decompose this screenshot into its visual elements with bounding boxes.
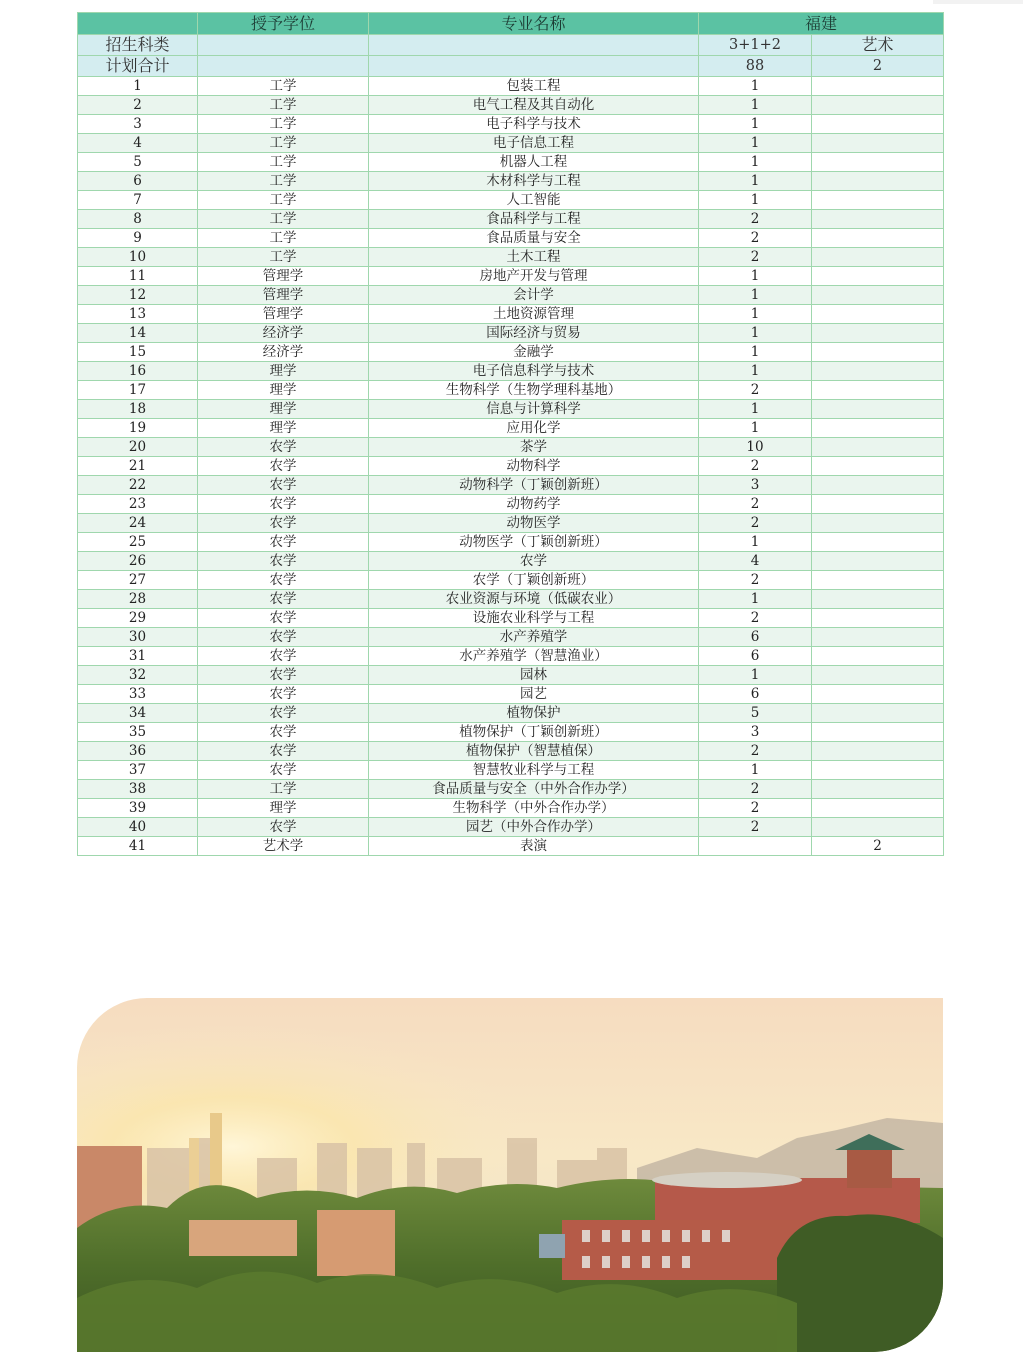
degree-cell: 工学 <box>198 172 369 191</box>
row-number-cell: 6 <box>78 172 198 191</box>
major-cell: 动物医学 <box>369 514 699 533</box>
degree-cell: 工学 <box>198 229 369 248</box>
major-cell: 表演 <box>369 837 699 856</box>
major-cell: 会计学 <box>369 286 699 305</box>
quota-art-cell <box>812 134 944 153</box>
row-number-cell: 25 <box>78 533 198 552</box>
row-number-cell: 40 <box>78 818 198 837</box>
major-cell: 电气工程及其自动化 <box>369 96 699 115</box>
quota-art-cell <box>812 305 944 324</box>
quota-3-1-2-cell: 1 <box>699 96 812 115</box>
table-row <box>78 552 944 571</box>
table-row <box>78 438 944 457</box>
quota-3-1-2-cell: 2 <box>699 571 812 590</box>
degree-cell: 工学 <box>198 77 369 96</box>
quota-3-1-2-cell: 1 <box>699 666 812 685</box>
quota-art-cell <box>812 153 944 172</box>
major-cell: 包装工程 <box>369 77 699 96</box>
enrollment-plan-table <box>77 12 944 856</box>
quota-art-cell <box>812 248 944 267</box>
header-cell-major: 专业名称 <box>369 13 699 35</box>
quota-3-1-2-cell: 1 <box>699 362 812 381</box>
table-row <box>78 590 944 609</box>
quota-3-1-2-cell: 1 <box>699 134 812 153</box>
table-row <box>78 647 944 666</box>
row-number-cell: 38 <box>78 780 198 799</box>
row-number-cell: 21 <box>78 457 198 476</box>
category-label: 招生科类 <box>78 35 198 56</box>
row-number-cell: 7 <box>78 191 198 210</box>
degree-cell: 工学 <box>198 134 369 153</box>
quota-3-1-2-cell: 6 <box>699 628 812 647</box>
row-number-cell: 33 <box>78 685 198 704</box>
degree-cell: 农学 <box>198 742 369 761</box>
table-row <box>78 381 944 400</box>
quota-art-cell <box>812 381 944 400</box>
row-number-cell: 22 <box>78 476 198 495</box>
quota-3-1-2-cell: 1 <box>699 343 812 362</box>
quota-art-cell <box>812 704 944 723</box>
table-row <box>78 514 944 533</box>
quota-art-cell <box>812 286 944 305</box>
row-number-cell: 16 <box>78 362 198 381</box>
row-number-cell: 13 <box>78 305 198 324</box>
quota-art-cell <box>812 419 944 438</box>
quota-art-cell <box>812 571 944 590</box>
major-cell: 动物医学（丁颖创新班） <box>369 533 699 552</box>
quota-art-cell <box>812 818 944 837</box>
table-row <box>78 609 944 628</box>
row-number-cell: 1 <box>78 77 198 96</box>
quota-3-1-2-cell: 1 <box>699 419 812 438</box>
quota-art-cell <box>812 96 944 115</box>
category-empty-major <box>369 35 699 56</box>
row-number-cell: 34 <box>78 704 198 723</box>
quota-art-cell <box>812 628 944 647</box>
quota-3-1-2-cell: 2 <box>699 799 812 818</box>
quota-3-1-2-cell: 6 <box>699 647 812 666</box>
major-cell: 国际经济与贸易 <box>369 324 699 343</box>
row-number-cell: 41 <box>78 837 198 856</box>
table-row <box>78 343 944 362</box>
major-cell: 食品质量与安全（中外合作办学） <box>369 780 699 799</box>
total-empty-major <box>369 56 699 77</box>
major-cell: 木材科学与工程 <box>369 172 699 191</box>
major-cell: 动物科学（丁颖创新班） <box>369 476 699 495</box>
total-a: 88 <box>699 56 812 77</box>
degree-cell: 农学 <box>198 457 369 476</box>
degree-cell: 农学 <box>198 628 369 647</box>
table-row <box>78 77 944 96</box>
table-row <box>78 400 944 419</box>
quota-3-1-2-cell: 1 <box>699 400 812 419</box>
quota-3-1-2-cell: 2 <box>699 514 812 533</box>
quota-3-1-2-cell: 10 <box>699 438 812 457</box>
major-cell: 电子科学与技术 <box>369 115 699 134</box>
major-cell: 园林 <box>369 666 699 685</box>
degree-cell: 农学 <box>198 818 369 837</box>
quota-art-cell <box>812 495 944 514</box>
major-cell: 农学（丁颖创新班） <box>369 571 699 590</box>
row-number-cell: 23 <box>78 495 198 514</box>
major-cell: 食品质量与安全 <box>369 229 699 248</box>
table-row <box>78 286 944 305</box>
major-cell: 应用化学 <box>369 419 699 438</box>
table-row <box>78 134 944 153</box>
quota-3-1-2-cell: 2 <box>699 248 812 267</box>
degree-cell: 理学 <box>198 419 369 438</box>
major-cell: 机器人工程 <box>369 153 699 172</box>
quota-3-1-2-cell: 1 <box>699 533 812 552</box>
quota-art-cell <box>812 742 944 761</box>
major-cell: 电子信息科学与技术 <box>369 362 699 381</box>
degree-cell: 农学 <box>198 514 369 533</box>
quota-art-cell <box>812 514 944 533</box>
quota-art-cell <box>812 552 944 571</box>
degree-cell: 理学 <box>198 362 369 381</box>
major-cell: 食品科学与工程 <box>369 210 699 229</box>
quota-3-1-2-cell: 2 <box>699 780 812 799</box>
quota-3-1-2-cell: 1 <box>699 77 812 96</box>
row-number-cell: 14 <box>78 324 198 343</box>
quota-art-cell <box>812 780 944 799</box>
major-cell: 生物科学（生物学理科基地） <box>369 381 699 400</box>
quota-art-cell <box>812 115 944 134</box>
quota-art-cell <box>812 457 944 476</box>
degree-cell: 工学 <box>198 191 369 210</box>
row-number-cell: 30 <box>78 628 198 647</box>
row-number-cell: 31 <box>78 647 198 666</box>
quota-3-1-2-cell: 1 <box>699 267 812 286</box>
table-row <box>78 267 944 286</box>
major-cell: 金融学 <box>369 343 699 362</box>
table-row <box>78 476 944 495</box>
major-cell: 智慧牧业科学与工程 <box>369 761 699 780</box>
major-cell: 信息与计算科学 <box>369 400 699 419</box>
degree-cell: 经济学 <box>198 343 369 362</box>
degree-cell: 艺术学 <box>198 837 369 856</box>
major-cell: 植物保护（丁颖创新班） <box>369 723 699 742</box>
quota-art-cell <box>812 723 944 742</box>
degree-cell: 农学 <box>198 723 369 742</box>
quota-3-1-2-cell: 2 <box>699 742 812 761</box>
major-cell: 农学 <box>369 552 699 571</box>
major-cell: 房地产开发与管理 <box>369 267 699 286</box>
degree-cell: 工学 <box>198 248 369 267</box>
quota-art-cell <box>812 210 944 229</box>
major-cell: 园艺（中外合作办学） <box>369 818 699 837</box>
table-row <box>78 191 944 210</box>
row-number-cell: 11 <box>78 267 198 286</box>
quota-art-cell <box>812 191 944 210</box>
total-label: 计划合计 <box>78 56 198 77</box>
row-number-cell: 36 <box>78 742 198 761</box>
quota-3-1-2-cell: 3 <box>699 476 812 495</box>
quota-3-1-2-cell: 1 <box>699 172 812 191</box>
row-number-cell: 17 <box>78 381 198 400</box>
row-number-cell: 35 <box>78 723 198 742</box>
table-row <box>78 210 944 229</box>
table-row <box>78 96 944 115</box>
quota-3-1-2-cell: 5 <box>699 704 812 723</box>
category-b: 艺术 <box>812 35 944 56</box>
quota-art-cell <box>812 324 944 343</box>
degree-cell: 工学 <box>198 210 369 229</box>
total-row <box>78 56 944 77</box>
category-a: 3+1+2 <box>699 35 812 56</box>
major-cell: 土木工程 <box>369 248 699 267</box>
campus-photo <box>77 998 943 1352</box>
page-top-strip <box>0 0 1023 6</box>
major-cell: 水产养殖学（智慧渔业） <box>369 647 699 666</box>
major-cell: 动物科学 <box>369 457 699 476</box>
quota-art-cell <box>812 229 944 248</box>
degree-cell: 农学 <box>198 590 369 609</box>
row-number-cell: 10 <box>78 248 198 267</box>
degree-cell: 农学 <box>198 704 369 723</box>
quota-3-1-2-cell: 2 <box>699 818 812 837</box>
quota-3-1-2-cell: 3 <box>699 723 812 742</box>
degree-cell: 工学 <box>198 115 369 134</box>
quota-3-1-2-cell: 2 <box>699 210 812 229</box>
row-number-cell: 9 <box>78 229 198 248</box>
major-cell: 人工智能 <box>369 191 699 210</box>
major-cell: 设施农业科学与工程 <box>369 609 699 628</box>
quota-3-1-2-cell: 2 <box>699 609 812 628</box>
quota-3-1-2-cell: 2 <box>699 457 812 476</box>
category-empty-degree <box>198 35 369 56</box>
row-number-cell: 37 <box>78 761 198 780</box>
quota-3-1-2-cell: 1 <box>699 153 812 172</box>
quota-3-1-2-cell: 6 <box>699 685 812 704</box>
quota-art-cell <box>812 799 944 818</box>
row-number-cell: 15 <box>78 343 198 362</box>
table-row <box>78 324 944 343</box>
degree-cell: 理学 <box>198 381 369 400</box>
total-empty-degree <box>198 56 369 77</box>
quota-3-1-2-cell: 1 <box>699 590 812 609</box>
quota-3-1-2-cell: 1 <box>699 761 812 780</box>
table-row <box>78 115 944 134</box>
table-row <box>78 723 944 742</box>
table-row <box>78 248 944 267</box>
header-cell-degree: 授予学位 <box>198 13 369 35</box>
major-cell: 土地资源管理 <box>369 305 699 324</box>
quota-art-cell <box>812 77 944 96</box>
major-cell: 电子信息工程 <box>369 134 699 153</box>
row-number-cell: 18 <box>78 400 198 419</box>
degree-cell: 农学 <box>198 609 369 628</box>
major-cell: 茶学 <box>369 438 699 457</box>
row-number-cell: 19 <box>78 419 198 438</box>
quota-art-cell <box>812 609 944 628</box>
degree-cell: 农学 <box>198 495 369 514</box>
row-number-cell: 24 <box>78 514 198 533</box>
quota-art-cell: 2 <box>812 837 944 856</box>
quota-art-cell <box>812 590 944 609</box>
quota-art-cell <box>812 400 944 419</box>
degree-cell: 农学 <box>198 647 369 666</box>
degree-cell: 理学 <box>198 799 369 818</box>
quota-art-cell <box>812 343 944 362</box>
quota-art-cell <box>812 438 944 457</box>
category-row <box>78 35 944 56</box>
table-row <box>78 704 944 723</box>
table-row <box>78 818 944 837</box>
row-number-cell: 26 <box>78 552 198 571</box>
table-row <box>78 172 944 191</box>
degree-cell: 工学 <box>198 153 369 172</box>
table-row <box>78 628 944 647</box>
quota-art-cell <box>812 647 944 666</box>
row-number-cell: 29 <box>78 609 198 628</box>
quota-3-1-2-cell: 4 <box>699 552 812 571</box>
row-number-cell: 5 <box>78 153 198 172</box>
table-row <box>78 305 944 324</box>
table-row <box>78 799 944 818</box>
table-row <box>78 761 944 780</box>
table-row <box>78 153 944 172</box>
row-number-cell: 28 <box>78 590 198 609</box>
quota-3-1-2-cell: 1 <box>699 115 812 134</box>
quota-art-cell <box>812 172 944 191</box>
major-cell: 水产养殖学 <box>369 628 699 647</box>
degree-cell: 农学 <box>198 476 369 495</box>
degree-cell: 农学 <box>198 685 369 704</box>
degree-cell: 管理学 <box>198 305 369 324</box>
table-row <box>78 666 944 685</box>
degree-cell: 工学 <box>198 96 369 115</box>
table-row <box>78 742 944 761</box>
row-number-cell: 27 <box>78 571 198 590</box>
degree-cell: 农学 <box>198 438 369 457</box>
degree-cell: 管理学 <box>198 286 369 305</box>
header-cell-province: 福建 <box>699 13 944 35</box>
header-cell-index <box>78 13 198 35</box>
quota-3-1-2-cell: 1 <box>699 305 812 324</box>
row-number-cell: 12 <box>78 286 198 305</box>
quota-3-1-2-cell: 2 <box>699 495 812 514</box>
total-b: 2 <box>812 56 944 77</box>
quota-3-1-2-cell <box>699 837 812 856</box>
major-cell: 园艺 <box>369 685 699 704</box>
degree-cell: 农学 <box>198 761 369 780</box>
quota-art-cell <box>812 362 944 381</box>
quota-art-cell <box>812 685 944 704</box>
campus-skyline-image <box>77 998 943 1352</box>
quota-art-cell <box>812 476 944 495</box>
major-cell: 植物保护 <box>369 704 699 723</box>
quota-art-cell <box>812 267 944 286</box>
table-row <box>78 685 944 704</box>
degree-cell: 经济学 <box>198 324 369 343</box>
row-number-cell: 8 <box>78 210 198 229</box>
quota-3-1-2-cell: 2 <box>699 229 812 248</box>
table-header-row <box>78 13 944 35</box>
table-row <box>78 362 944 381</box>
degree-cell: 农学 <box>198 666 369 685</box>
degree-cell: 工学 <box>198 780 369 799</box>
table-row <box>78 780 944 799</box>
quota-3-1-2-cell: 1 <box>699 286 812 305</box>
table-row <box>78 229 944 248</box>
table-row <box>78 837 944 856</box>
degree-cell: 农学 <box>198 533 369 552</box>
row-number-cell: 20 <box>78 438 198 457</box>
major-cell: 生物科学（中外合作办学） <box>369 799 699 818</box>
quota-3-1-2-cell: 2 <box>699 381 812 400</box>
quota-3-1-2-cell: 1 <box>699 191 812 210</box>
row-number-cell: 32 <box>78 666 198 685</box>
degree-cell: 农学 <box>198 571 369 590</box>
major-cell: 农业资源与环境（低碳农业） <box>369 590 699 609</box>
degree-cell: 管理学 <box>198 267 369 286</box>
table-row <box>78 457 944 476</box>
table-row <box>78 419 944 438</box>
major-cell: 动物药学 <box>369 495 699 514</box>
table-row <box>78 571 944 590</box>
table-row <box>78 533 944 552</box>
row-number-cell: 3 <box>78 115 198 134</box>
quota-art-cell <box>812 666 944 685</box>
degree-cell: 农学 <box>198 552 369 571</box>
table-row <box>78 495 944 514</box>
row-number-cell: 2 <box>78 96 198 115</box>
row-number-cell: 39 <box>78 799 198 818</box>
degree-cell: 理学 <box>198 400 369 419</box>
major-cell: 植物保护（智慧植保） <box>369 742 699 761</box>
row-number-cell: 4 <box>78 134 198 153</box>
quota-art-cell <box>812 761 944 780</box>
page-corner-mark <box>933 0 1023 4</box>
quota-art-cell <box>812 533 944 552</box>
quota-3-1-2-cell: 1 <box>699 324 812 343</box>
